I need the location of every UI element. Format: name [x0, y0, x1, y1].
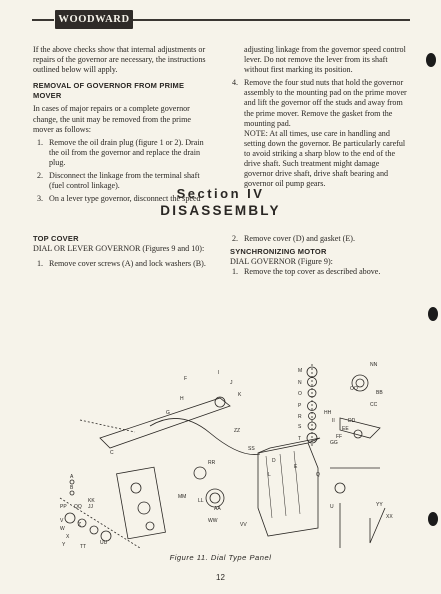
binder-hole-bottom [428, 512, 438, 526]
label-d: D [272, 458, 276, 464]
binder-hole-middle [428, 307, 438, 321]
top-cover-steps-continued [228, 234, 408, 244]
intro-paragraph: If the above checks show that internal adjustments or repairs of the governor are necessary, the instructions outlined below will apply. [33, 45, 206, 75]
label-a: A [70, 474, 74, 480]
label-h: H [180, 396, 184, 402]
list-item: 2. Disconnect the linkage from the terminal shaft (fuel control linkage). [37, 171, 200, 191]
label-hh: HH [324, 410, 332, 416]
label-v: V [60, 518, 64, 524]
label-l: L [268, 472, 271, 478]
woodward-logo [55, 10, 133, 29]
sync-motor-sub: DIAL GOVERNOR (Figure 9): [230, 257, 333, 267]
label-uu: UU [100, 540, 108, 546]
label-q: Q [316, 472, 320, 478]
list-item: 1. Remove the top cover as described above. [232, 267, 381, 277]
label-jj: JJ [88, 504, 93, 510]
label-w: W [60, 526, 65, 532]
label-cc: CC [370, 402, 378, 408]
label-bb: BB [376, 390, 383, 396]
label-c: C [110, 450, 114, 456]
top-cover-steps [33, 259, 211, 269]
label-u: U [330, 504, 334, 510]
label-xx: XX [386, 514, 393, 520]
label-n: N [298, 380, 302, 386]
label-tt: TT [80, 544, 87, 550]
label-vv: VV [240, 522, 247, 528]
label-ww: WW [208, 518, 218, 524]
label-f: F [184, 376, 188, 382]
list-item: 2. Remove cover (D) and gasket (E). [232, 234, 356, 243]
sync-motor-steps [228, 267, 408, 277]
label-aa: AA [214, 506, 221, 512]
list-item: 3. On a lever type governor, disconnect the speed [37, 194, 201, 204]
note-paragraph: NOTE: At all times, use care in handling and setting down the governor. Be particularly careful to avoid striking a sharp blow to the end of the drive shaft. Such treatment might damage governor drive shaft, drive shaft bearing and governor oil pump gears. [244, 128, 406, 189]
top-cover-column [33, 234, 211, 272]
label-mm: MM [178, 494, 187, 500]
label-ee: EE [342, 426, 349, 432]
label-m: M [298, 368, 303, 374]
exploded-view-figure [40, 358, 400, 550]
label-qq: QQ [74, 504, 82, 510]
label-x: X [66, 534, 70, 540]
label-gg: GG [330, 440, 338, 446]
list-item: 1. Remove the oil drain plug (figure 1 or 2). Drain the oil from the governor and replace the drain plug. [37, 137, 204, 167]
label-ll: LL [198, 498, 204, 504]
list-item: 1. Remove cover screws (A) and lock washers (B). [37, 259, 206, 269]
section-title: DISASSEMBLY [160, 203, 281, 218]
right-column [228, 45, 408, 195]
label-j: J [230, 380, 233, 386]
left-column [33, 45, 211, 207]
logo-text: WOODWARD [58, 14, 130, 25]
label-kk: KK [88, 498, 95, 504]
label-y: Y [62, 542, 66, 548]
sync-motor-column [228, 234, 408, 280]
label-dd: DD [348, 418, 356, 424]
label-e: E [294, 464, 298, 470]
label-s: S [298, 424, 302, 430]
continued-paragraph: adjusting linkage from the governor speed control lever. Do not remove the lever from its shaft without first marking its position. [244, 45, 406, 75]
label-r: R [298, 414, 302, 420]
removal-heading: REMOVAL OF GOVERNOR FROM PRIME MOVER [33, 81, 185, 101]
list-item: 4. Remove the four stud nuts that hold the governor assembly to the mounting pad on the prime mover and lift the governor off the studs and away from the prime mover. Remove the gasket from the mounting pad. [232, 78, 407, 128]
label-zz: ZZ [234, 428, 241, 434]
page-number: 12 [216, 573, 225, 582]
label-o: O [298, 391, 302, 397]
section-number: Section IV [176, 186, 265, 201]
label-i: I [218, 370, 220, 376]
binder-hole-top [426, 53, 436, 67]
top-cover-heading: TOP COVER [33, 234, 79, 243]
sync-motor-heading: SYNCHRONIZING MOTOR [230, 247, 327, 257]
label-ii: II [332, 418, 335, 424]
label-b: B [70, 485, 74, 491]
label-ff: FF [336, 434, 343, 440]
label-nn: NN [370, 362, 378, 368]
removal-steps-continued [228, 78, 408, 128]
label-oo: OO [350, 386, 358, 392]
label-ss: SS [248, 446, 255, 452]
label-pp: PP [60, 504, 67, 510]
label-p: P [298, 403, 302, 409]
header-rule-right [132, 19, 410, 21]
label-t: T [298, 436, 302, 442]
label-rr: RR [208, 460, 216, 466]
label-g: G [166, 410, 170, 416]
removal-body: In cases of major repairs or a complete governor change, the unit may be removed from the prime mover as follows: [33, 104, 191, 134]
label-k: K [238, 392, 242, 398]
label-z: Z [78, 522, 82, 528]
label-yy: YY [376, 502, 383, 508]
header-rule-left [32, 19, 54, 21]
figure-caption: Figure 11. Dial Type Panel [169, 553, 272, 562]
top-cover-sub: DIAL OR LEVER GOVERNOR (Figures 9 and 10): [33, 244, 205, 254]
